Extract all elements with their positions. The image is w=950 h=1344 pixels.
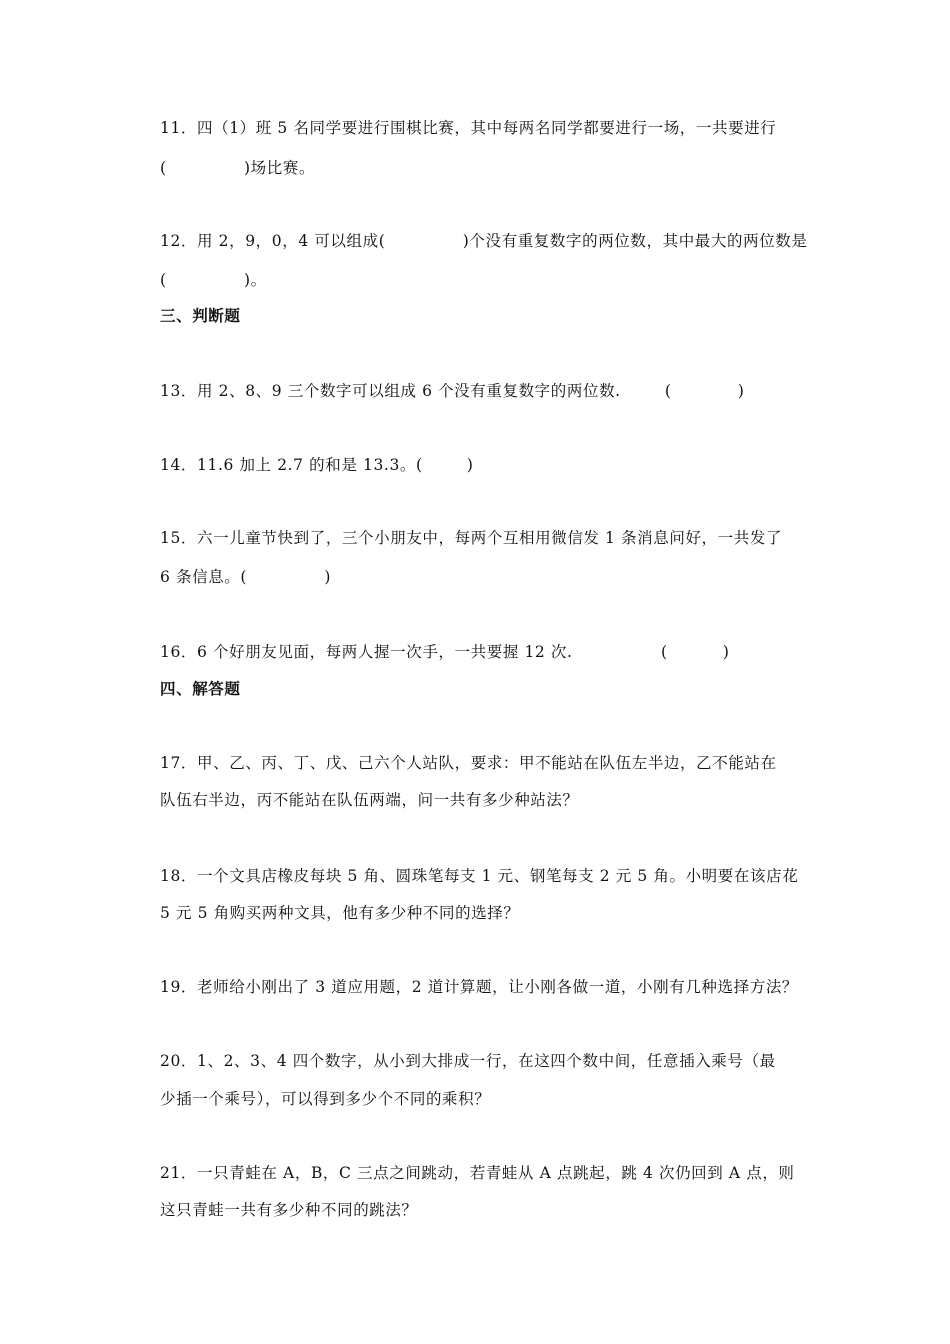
question-15-line-1: 15．六一儿童节快到了，三个小朋友中，每两个互相用微信发 1 条消息问好，一共发了 [160,529,783,547]
question-20-line-1: 20．1、2、3、4 四个数字，从小到大排成一行，在这四个数中间，任意插入乘号（最 [160,1052,776,1070]
question-21-line-1: 21．一只青蛙在 A，B，C 三点之间跳动，若青蛙从 A 点跳起，跳 4 次仍回到 A 点，则 [160,1164,795,1182]
question-15-line-2: 6 条信息。( ) [160,568,332,586]
question-13-line-1: 13．用 2、8、9 三个数字可以组成 6 个没有重复数字的两位数. ( ) [160,382,745,400]
question-11-line-2: ( )场比赛。 [160,159,316,177]
question-12-line-1: 12．用 2，9，0，4 可以组成( )个没有重复数字的两位数，其中最大的两位数是 [160,232,808,250]
section-heading-answer: 四、解答题 [160,679,241,698]
section-heading-judgement: 三、判断题 [160,306,241,325]
question-18-line-2: 5 元 5 角购买两种文具，他有多少种不同的选择？ [160,904,520,922]
question-19-line-1: 19．老师给小刚出了 3 道应用题，2 道计算题，让小刚各做一道，小刚有几种选择方法？ [160,978,799,996]
question-12-line-2: ( )。 [160,271,267,289]
question-17-line-2: 队伍右半边，丙不能站在队伍两端，问一共有多少种站法？ [160,791,579,809]
question-11-line-1: 11．四（1）班 5 名同学要进行围棋比赛，其中每两名同学都要进行一场，一共要进行 [160,119,777,137]
question-17-line-1: 17．甲、乙、丙、丁、戊、己六个人站队，要求：甲不能站在队伍左半边，乙不能站在 [160,754,777,772]
question-18-line-1: 18．一个文具店橡皮每块 5 角、圆珠笔每支 1 元、钢笔每支 2 元 5 角。小明要在该店花 [160,867,799,885]
question-21-line-2: 这只青蛙一共有多少种不同的跳法？ [160,1201,418,1219]
question-16-line-1: 16．6 个好朋友见面，每两人握一次手，一共要握 12 次. ( ) [160,643,730,661]
question-14-line-1: 14．11.6 加上 2.7 的和是 13.3。( ) [160,456,474,474]
question-20-line-2: 少插一个乘号），可以得到多少个不同的乘积？ [160,1090,491,1108]
